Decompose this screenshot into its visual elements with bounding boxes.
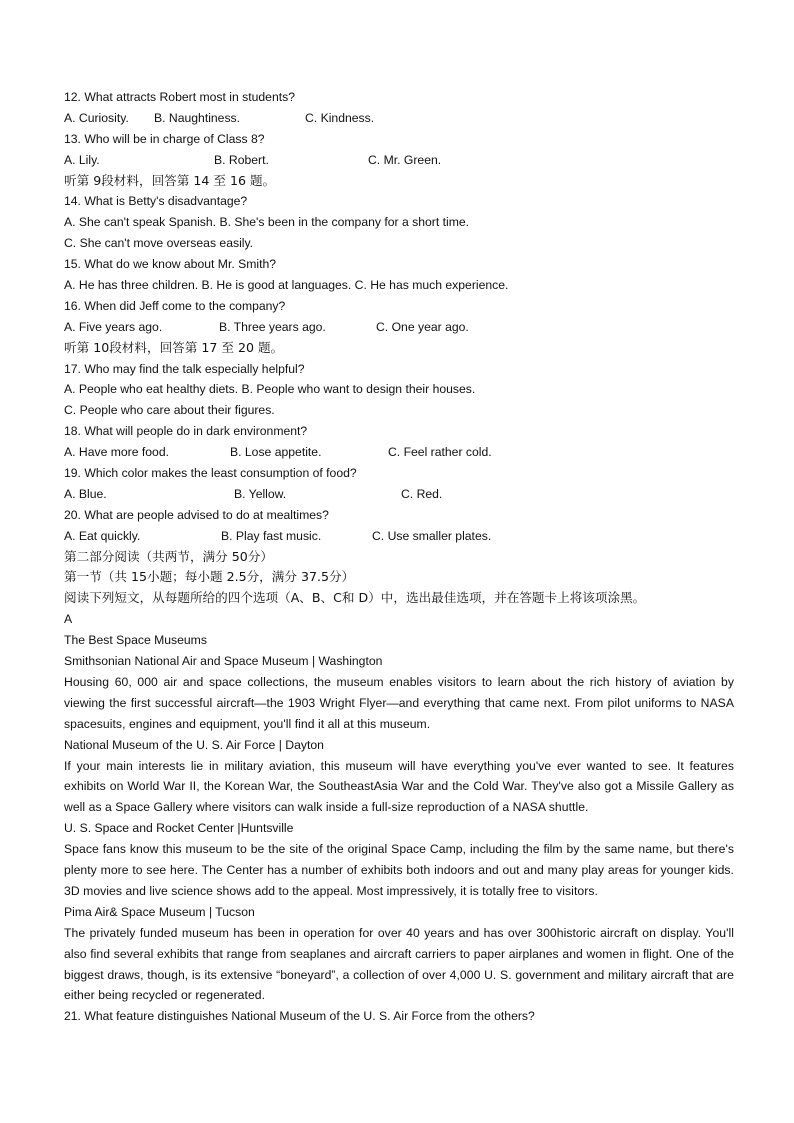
- section-10-instruction: 听第 10段材料，回答第 17 至 20 题。: [64, 339, 284, 355]
- question-12-options: [64, 108, 734, 129]
- option-a: A. Five years ago.: [64, 319, 163, 334]
- question-19: 19. Which color makes the least consumption of food?: [64, 466, 357, 481]
- option-c: C. Mr. Green.: [368, 152, 442, 167]
- passage-label: A: [64, 612, 73, 627]
- reading-instruction: 阅读下列短文，从每题所给的四个选项（A、B、C和 D）中，选出最佳选项，并在答题卡上将该项涂黑。: [64, 590, 646, 606]
- question-14-options-line-2: C. She can't move overseas easily.: [64, 236, 254, 251]
- option-c: C. One year ago.: [376, 319, 469, 334]
- question-17-options-line-1: A. People who eat healthy diets. B. People who want to design their houses.: [64, 382, 476, 397]
- question-18-options: [64, 442, 734, 463]
- question-18: 18. What will people do in dark environment?: [64, 424, 308, 439]
- option-a: A. Eat quickly.: [64, 528, 141, 543]
- question-12: 12. What attracts Robert most in students?: [64, 90, 295, 104]
- section-9-instruction: 听第 9段材料，回答第 14 至 16 题。: [64, 172, 276, 188]
- option-a: A. Curiosity.: [64, 110, 129, 125]
- question-16-options: [64, 317, 734, 338]
- question-20-options: [64, 526, 734, 547]
- museum-description: If your main interests lie in military aviation, this museum will have everything you've ever wanted to see. It features exhibits on World War II, the Korean War, the SoutheastAsia War and the Cold War. They've also got a Missile Gallery as well as a Space Gallery where visitors can walk inside a full-size reproduction of a NASA shuttle.: [64, 758, 734, 815]
- question-21: 21. What feature distinguishes National Museum of the U. S. Air Force from the others?: [64, 1009, 535, 1024]
- option-b: B. Play fast music.: [221, 528, 322, 543]
- museum-heading: National Museum of the U. S. Air Force | Dayton: [64, 737, 324, 752]
- museum-heading: U. S. Space and Rocket Center |Huntsville: [64, 821, 294, 836]
- option-a: A. Blue.: [64, 486, 107, 501]
- option-a: A. Have more food.: [64, 445, 169, 460]
- question-15: 15. What do we know about Mr. Smith?: [64, 257, 277, 272]
- reading-section-title: 第一节（共 15小题；每小题 2.5分，满分 37.5分）: [64, 569, 355, 585]
- question-14-options-line-1: A. She can't speak Spanish. B. She's been in the company for a short time.: [64, 215, 470, 230]
- option-b: B. Yellow.: [234, 486, 287, 501]
- option-b: B. Lose appetite.: [230, 445, 322, 460]
- museum-description: Space fans know this museum to be the site of the original Space Camp, including the film by the same name, but there's plenty more to see here. The Center has a number of exhibits both indoors and out and many play areas for younger kids. 3D movies and live science shows add to the appeal. Most impressively, it is totally free to visitors.: [64, 842, 734, 898]
- option-b: B. Three years ago.: [219, 319, 326, 334]
- question-15-options: A. He has three children. B. He is good at languages. C. He has much experience.: [64, 278, 509, 293]
- option-c: C. Red.: [401, 486, 443, 501]
- museum-description: The privately funded museum has been in operation for over 40 years and has over 300historic aircraft on display. You'll also find several exhibits that range from seaplanes and aircraft carriers to paper airplanes and women in flight. One of the biggest draws, though, is its extensive “boneyard”, a collection of over 4,000 U. S. government and military aircraft that are either being recycled or regenerated.: [64, 925, 734, 1003]
- question-16: 16. When did Jeff come to the company?: [64, 298, 286, 313]
- museum-heading: Smithsonian National Air and Space Museum | Washington: [64, 654, 383, 669]
- question-14: 14. What is Betty's disadvantage?: [64, 194, 248, 209]
- museum-heading: Pima Air& Space Museum | Tucson: [64, 904, 255, 919]
- option-b: B. Robert.: [214, 152, 269, 167]
- question-17-options-line-2: C. People who care about their figures.: [64, 403, 275, 418]
- option-c: C. Use smaller plates.: [372, 528, 492, 543]
- question-17: 17. Who may find the talk especially helpful?: [64, 361, 305, 376]
- option-a: A. Lily.: [64, 152, 100, 167]
- exam-page: [64, 87, 734, 1027]
- question-13: 13. Who will be in charge of Class 8?: [64, 131, 265, 146]
- question-20: 20. What are people advised to do at mealtimes?: [64, 507, 329, 522]
- question-19-options: [64, 484, 734, 505]
- question-13-options: [64, 150, 734, 171]
- option-b: B. Naughtiness.: [154, 110, 241, 125]
- option-c: C. Kindness.: [305, 110, 375, 125]
- passage-title: The Best Space Museums: [64, 633, 207, 648]
- reading-part-title: 第二部分阅读（共两节，满分 50分）: [64, 548, 273, 564]
- museum-description: Housing 60, 000 air and space collections, the museum enables visitors to learn about the rich history of aviation by viewing the first successful aircraft—the 1903 Wright Flyer—and everything that came next. From pilot uniforms to NASA spacesuits, engines and equipment, you'll find it all at this museum.: [64, 674, 734, 731]
- option-c: C. Feel rather cold.: [388, 445, 492, 460]
